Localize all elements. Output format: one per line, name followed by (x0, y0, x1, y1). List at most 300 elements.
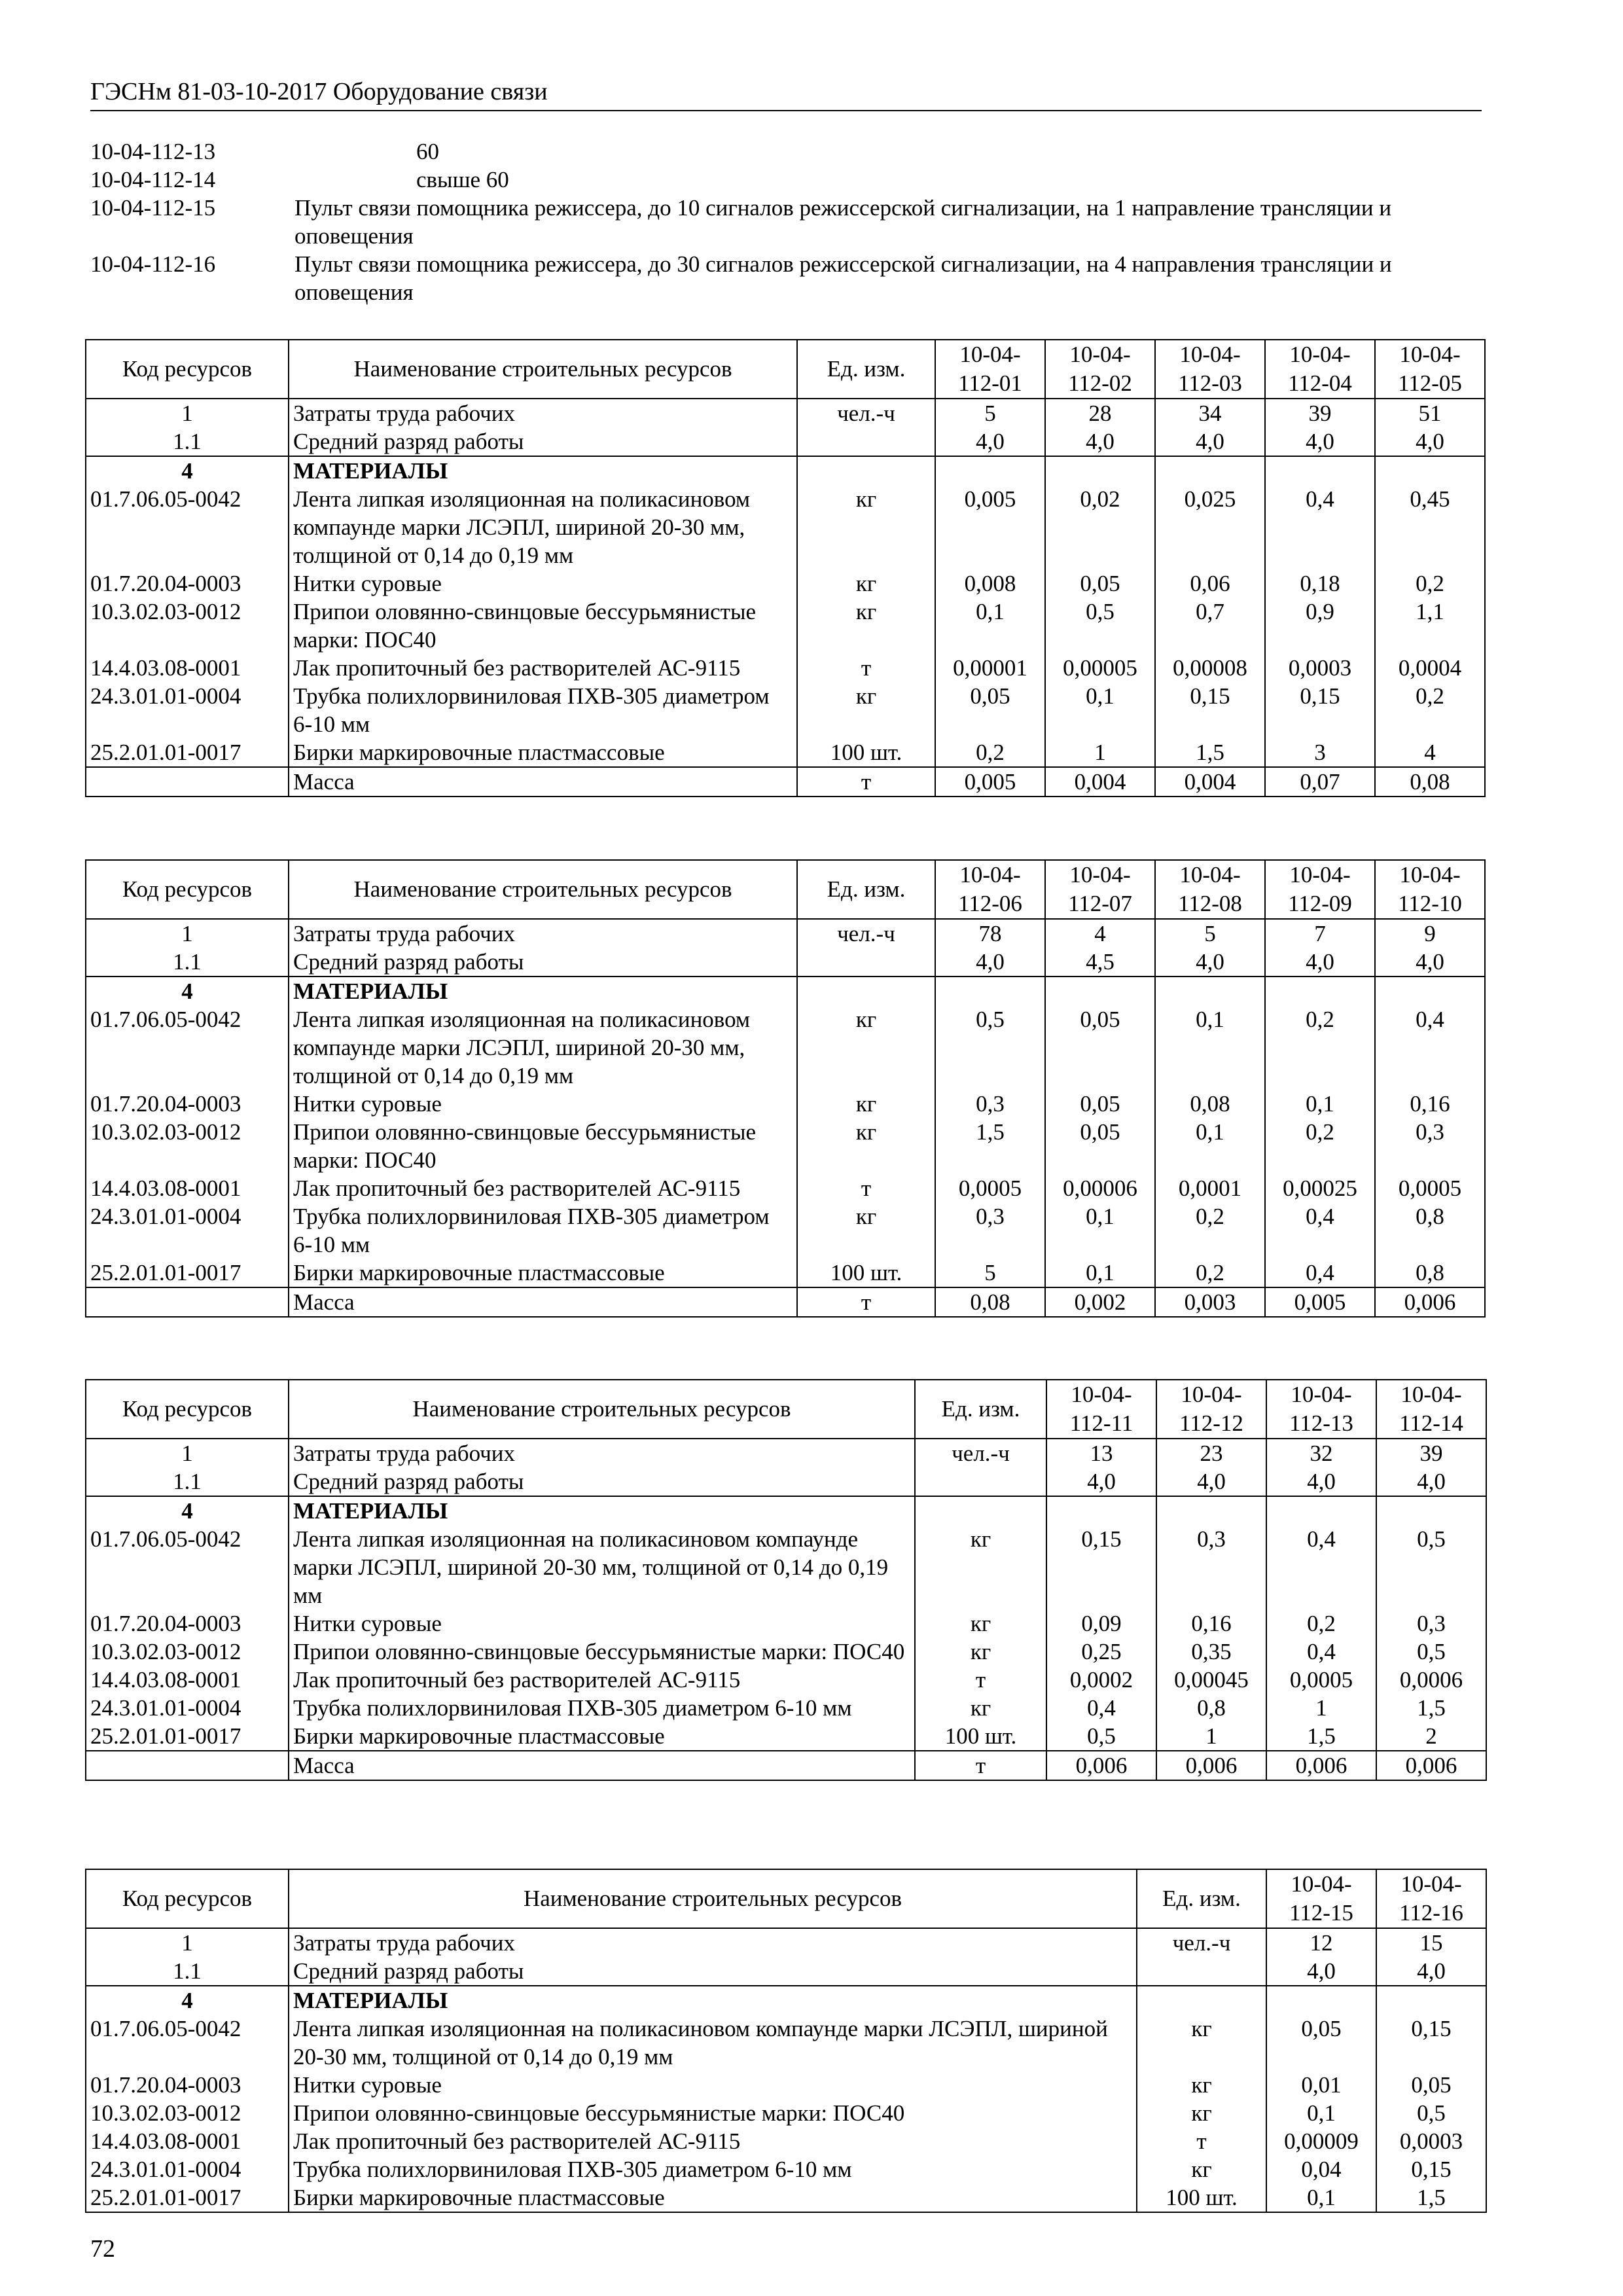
norm-value: 4 (1375, 738, 1485, 767)
resource-name: Средний разряд работы (289, 948, 797, 977)
norm-value: 0,05 (1045, 1118, 1155, 1174)
norm-value (935, 977, 1045, 1005)
intro-code: 10-04-112-16 (90, 251, 216, 277)
resource-code: 01.7.06.05-0042 (86, 1005, 289, 1090)
header-unit: Ед. изм. (797, 340, 935, 399)
resource-name: МАТЕРИАЛЫ (289, 1496, 915, 1525)
resource-code (86, 767, 289, 797)
resource-name: Нитки суровые (289, 569, 797, 598)
norm-value: 0,2 (1155, 1259, 1265, 1287)
resource-row (86, 2127, 1486, 2155)
norm-value: 13 (1046, 1439, 1156, 1467)
norm-value: 0,5 (1376, 1638, 1486, 1666)
norm-value: 0,4 (1265, 485, 1375, 569)
norm-value: 0,006 (1156, 1751, 1266, 1780)
header-unit: Ед. изм. (915, 1380, 1046, 1439)
resource-row (86, 598, 1485, 654)
table-header-row (86, 1869, 1486, 1928)
norm-value: 0,1 (1045, 1259, 1155, 1287)
table-header-row (86, 860, 1485, 919)
norm-value: 39 (1376, 1439, 1486, 1467)
norm-value: 0,006 (1266, 1751, 1376, 1780)
resource-unit: чел.-ч (915, 1439, 1046, 1467)
resource-name: Средний разряд работы (289, 1957, 1137, 1986)
norm-value: 0,1 (935, 598, 1045, 654)
norm-value: 0,05 (1045, 1090, 1155, 1118)
section-row (86, 1986, 1486, 2015)
resource-name: Бирки маркировочные пластмассовые (289, 2183, 1137, 2212)
resource-unit: чел.-ч (1137, 1928, 1266, 1957)
norm-value: 0,1 (1045, 1202, 1155, 1259)
norm-value: 1 (1156, 1722, 1266, 1751)
intro-item (90, 137, 1482, 166)
resource-unit (797, 456, 935, 485)
mass-row (86, 767, 1485, 797)
norm-value: 0,15 (1155, 682, 1265, 738)
table-header-row (86, 340, 1485, 399)
header-norm-code: 10-04- 112-01 (935, 340, 1045, 399)
norm-value: 4,0 (1266, 1467, 1376, 1496)
norm-value: 0,4 (1266, 1525, 1376, 1609)
resource-name: Припои оловянно-свинцовые бессурьмянистые марки: ПОС40 (289, 1638, 915, 1666)
resource-name: Бирки маркировочные пластмассовые (289, 1259, 797, 1287)
norm-value: 78 (935, 919, 1045, 948)
resource-code: 1 (86, 1928, 289, 1957)
resource-unit (797, 977, 935, 1005)
resource-row (86, 485, 1485, 569)
resource-unit: кг (1137, 2015, 1266, 2071)
header-name: Наименование строительных ресурсов (289, 860, 797, 919)
header-norm-code: 10-04- 112-07 (1045, 860, 1155, 919)
norm-value (1156, 1496, 1266, 1525)
resource-row (86, 2155, 1486, 2183)
norm-value: 0,16 (1375, 1090, 1485, 1118)
norm-value: 1,5 (1266, 1722, 1376, 1751)
norm-value: 0,1 (1045, 682, 1155, 738)
resource-code: 10.3.02.03-0012 (86, 1638, 289, 1666)
norm-value: 0,06 (1155, 569, 1265, 598)
intro-item (90, 166, 1482, 194)
resource-code: 25.2.01.01-0017 (86, 738, 289, 767)
header-norm-code: 10-04- 112-12 (1156, 1380, 1266, 1439)
norm-value: 0,0003 (1376, 2127, 1486, 2155)
header-norm-code: 10-04- 112-10 (1375, 860, 1485, 919)
norm-value: 0,5 (1046, 1722, 1156, 1751)
norm-value: 4,0 (1375, 427, 1485, 456)
norm-value: 0,09 (1046, 1609, 1156, 1638)
resource-name: Масса (289, 1287, 797, 1317)
resource-code: 10.3.02.03-0012 (86, 598, 289, 654)
resource-name: Лента липкая изоляционная на поликасиновом компаунде марки ЛСЭПЛ, шириной 20-30 мм, толщиной от 0,14 до 0,19 мм (289, 485, 797, 569)
resource-row (86, 1174, 1485, 1202)
header-name: Наименование строительных ресурсов (289, 1869, 1137, 1928)
resource-unit: кг (915, 1609, 1046, 1638)
resource-name: Лента липкая изоляционная на поликасиновом компаунде марки ЛСЭПЛ, шириной 20-30 мм, толщиной от 0,14 до 0,19 мм (289, 2015, 1137, 2071)
norm-value: 0,5 (935, 1005, 1045, 1090)
norm-value: 0,25 (1046, 1638, 1156, 1666)
resource-unit (1137, 1957, 1266, 1986)
norm-value: 1 (1266, 1694, 1376, 1722)
norm-value: 1,5 (1376, 2183, 1486, 2212)
norm-value: 0,0005 (1266, 1666, 1376, 1694)
norm-value: 0,3 (1375, 1118, 1485, 1174)
resource-unit: кг (797, 485, 935, 569)
resource-code: 01.7.20.04-0003 (86, 1609, 289, 1638)
resource-name: Масса (289, 1751, 915, 1780)
intro-text: Пульт связи помощника режиссера, до 30 сигналов режиссерской сигнализации, на 4 направления трансляции и оповещения (294, 251, 1392, 305)
norm-value (1265, 456, 1375, 485)
norm-value: 0,18 (1265, 569, 1375, 598)
norm-value: 0,2 (1155, 1202, 1265, 1259)
resource-code (86, 1751, 289, 1780)
norm-value: 0,4 (1046, 1694, 1156, 1722)
resource-unit: чел.-ч (797, 399, 935, 427)
intro-item (90, 194, 1482, 250)
norm-value: 0,45 (1375, 485, 1485, 569)
resource-row (86, 427, 1485, 456)
norm-value: 0,0005 (1375, 1174, 1485, 1202)
resource-code: 14.4.03.08-0001 (86, 1666, 289, 1694)
intro-list (90, 137, 1482, 306)
resource-name: Лента липкая изоляционная на поликасиновом компаунде марки ЛСЭПЛ, шириной 20-30 мм, толщиной от 0,14 до 0,19 мм (289, 1525, 915, 1609)
resource-row (86, 1928, 1486, 1957)
resource-unit: т (915, 1666, 1046, 1694)
norm-value: 51 (1375, 399, 1485, 427)
resource-row (86, 2015, 1486, 2071)
norm-value: 0,00009 (1266, 2127, 1376, 2155)
header-code: Код ресурсов (86, 1869, 289, 1928)
section-row (86, 1496, 1486, 1525)
norm-value (1266, 1496, 1376, 1525)
page-header (90, 73, 1482, 111)
norm-value: 0,04 (1266, 2155, 1376, 2183)
resource-row (86, 1525, 1486, 1609)
norm-value: 0,15 (1376, 2015, 1486, 2071)
norm-value: 4,0 (1266, 1957, 1376, 1986)
norm-value: 0,01 (1266, 2071, 1376, 2099)
resource-name: Лента липкая изоляционная на поликасиновом компаунде марки ЛСЭПЛ, шириной 20-30 мм, толщиной от 0,14 до 0,19 мм (289, 1005, 797, 1090)
norm-value: 4,0 (1046, 1467, 1156, 1496)
resource-row (86, 1467, 1486, 1496)
resource-name: МАТЕРИАЛЫ (289, 1986, 1137, 2015)
mass-row (86, 1287, 1485, 1317)
resource-name: Трубка полихлорвиниловая ПХВ-305 диаметром 6-10 мм (289, 2155, 1137, 2183)
resource-code: 1 (86, 399, 289, 427)
resource-name: Средний разряд работы (289, 427, 797, 456)
resource-code: 1 (86, 919, 289, 948)
norm-value: 0,2 (1265, 1005, 1375, 1090)
resource-code: 24.3.01.01-0004 (86, 1202, 289, 1259)
header-code: Код ресурсов (86, 1380, 289, 1439)
norm-value: 0,05 (1376, 2071, 1486, 2099)
resource-code: 01.7.20.04-0003 (86, 1090, 289, 1118)
norm-value: 0,0003 (1265, 654, 1375, 682)
norm-value: 0,1 (1266, 2183, 1376, 2212)
norm-value: 0,1 (1155, 1118, 1265, 1174)
header-norm-code: 10-04- 112-16 (1376, 1869, 1486, 1928)
section-row (86, 456, 1485, 485)
norm-value: 0,1 (1155, 1005, 1265, 1090)
norm-value: 4,0 (1156, 1467, 1266, 1496)
resource-row (86, 948, 1485, 977)
resource-unit: кг (1137, 2071, 1266, 2099)
resource-code: 4 (86, 456, 289, 485)
resource-name: Бирки маркировочные пластмассовые (289, 1722, 915, 1751)
resource-row (86, 1259, 1485, 1287)
norm-value: 32 (1266, 1439, 1376, 1467)
resource-table (85, 859, 1486, 1318)
resource-name: Лак пропиточный без растворителей АС-9115 (289, 2127, 1137, 2155)
header-norm-code: 10-04- 112-02 (1045, 340, 1155, 399)
resource-unit: кг (797, 682, 935, 738)
resource-unit: 100 шт. (1137, 2183, 1266, 2212)
resource-row (86, 738, 1485, 767)
intro-text: Пульт связи помощника режиссера, до 10 сигналов режиссерской сигнализации, на 1 направление трансляции и оповещения (294, 195, 1392, 249)
norm-value: 34 (1155, 399, 1265, 427)
header-code: Код ресурсов (86, 860, 289, 919)
resource-name: Лак пропиточный без растворителей АС-9115 (289, 654, 797, 682)
norm-value: 0,2 (935, 738, 1045, 767)
intro-item (90, 250, 1482, 306)
resource-code: 14.4.03.08-0001 (86, 2127, 289, 2155)
resource-name: МАТЕРИАЛЫ (289, 977, 797, 1005)
resource-code: 25.2.01.01-0017 (86, 2183, 289, 2212)
resource-unit: кг (915, 1638, 1046, 1666)
norm-value (1046, 1496, 1156, 1525)
norm-value (1375, 456, 1485, 485)
norm-value: 0,0001 (1155, 1174, 1265, 1202)
norm-value: 0,08 (1155, 1090, 1265, 1118)
resource-code: 14.4.03.08-0001 (86, 1174, 289, 1202)
norm-value: 15 (1376, 1928, 1486, 1957)
norm-value: 0,1 (1266, 2099, 1376, 2127)
norm-value: 0,7 (1155, 598, 1265, 654)
page-number: 72 (90, 2235, 115, 2263)
resource-unit: чел.-ч (797, 919, 935, 948)
header-norm-code: 10-04- 112-09 (1265, 860, 1375, 919)
norm-value: 0,07 (1265, 767, 1375, 797)
norm-value: 0,4 (1266, 1638, 1376, 1666)
norm-value: 0,005 (935, 767, 1045, 797)
header-norm-code: 10-04- 112-04 (1265, 340, 1375, 399)
resource-unit: кг (797, 1118, 935, 1174)
norm-value: 4,0 (1375, 948, 1485, 977)
norm-value: 4,0 (1155, 427, 1265, 456)
resource-unit: кг (797, 598, 935, 654)
norm-value: 0,008 (935, 569, 1045, 598)
resource-row (86, 1694, 1486, 1722)
norm-value: 0,025 (1155, 485, 1265, 569)
header-name: Наименование строительных ресурсов (289, 1380, 915, 1439)
norm-value: 12 (1266, 1928, 1376, 1957)
norm-value: 0,15 (1046, 1525, 1156, 1609)
resource-unit (797, 948, 935, 977)
resource-name: Затраты труда рабочих (289, 1928, 1137, 1957)
norm-value: 0,004 (1155, 767, 1265, 797)
norm-value: 9 (1375, 919, 1485, 948)
norm-value: 0,0004 (1375, 654, 1485, 682)
resource-unit: т (797, 654, 935, 682)
resource-name: Затраты труда рабочих (289, 1439, 915, 1467)
resource-code: 1.1 (86, 1957, 289, 1986)
resource-row (86, 654, 1485, 682)
resource-row (86, 1722, 1486, 1751)
norm-value: 0,02 (1045, 485, 1155, 569)
resource-name: Трубка полихлорвиниловая ПХВ-305 диаметром 6-10 мм (289, 1694, 915, 1722)
norm-value: 0,08 (935, 1287, 1045, 1317)
header-unit: Ед. изм. (797, 860, 935, 919)
norm-value: 0,08 (1375, 767, 1485, 797)
resource-name: Бирки маркировочные пластмассовые (289, 738, 797, 767)
resource-name: Припои оловянно-свинцовые бессурьмянистые марки: ПОС40 (289, 1118, 797, 1174)
resource-unit: т (797, 1174, 935, 1202)
resource-row (86, 1638, 1486, 1666)
resource-code (86, 1287, 289, 1317)
norm-value: 0,00008 (1155, 654, 1265, 682)
intro-code: 10-04-112-15 (90, 195, 216, 221)
resource-code: 1.1 (86, 427, 289, 456)
resource-name: Нитки суровые (289, 1090, 797, 1118)
resource-unit: кг (797, 1202, 935, 1259)
resource-code: 01.7.06.05-0042 (86, 485, 289, 569)
norm-value: 0,006 (1376, 1751, 1486, 1780)
document-title: ГЭСНм 81-03-10-2017 Оборудование связи (90, 78, 548, 105)
resource-row (86, 2099, 1486, 2127)
norm-value: 0,0002 (1046, 1666, 1156, 1694)
resource-code: 24.3.01.01-0004 (86, 1694, 289, 1722)
norm-value: 4,0 (1265, 948, 1375, 977)
resource-row (86, 919, 1485, 948)
resource-unit (915, 1467, 1046, 1496)
norm-value: 0,05 (1045, 1005, 1155, 1090)
resource-name: Нитки суровые (289, 1609, 915, 1638)
resource-name: Припои оловянно-свинцовые бессурьмянистые марки: ПОС40 (289, 598, 797, 654)
resource-code: 01.7.06.05-0042 (86, 2015, 289, 2071)
resource-unit: т (797, 767, 935, 797)
resource-row (86, 682, 1485, 738)
intro-code: 10-04-112-14 (90, 167, 216, 192)
header-norm-code: 10-04- 112-03 (1155, 340, 1265, 399)
resource-unit: 100 шт. (915, 1722, 1046, 1751)
resource-name: Средний разряд работы (289, 1467, 915, 1496)
header-norm-code: 10-04- 112-14 (1376, 1380, 1486, 1439)
resource-table (85, 339, 1486, 797)
resource-code: 14.4.03.08-0001 (86, 654, 289, 682)
norm-value: 1 (1045, 738, 1155, 767)
resource-row (86, 1609, 1486, 1638)
norm-value (1375, 977, 1485, 1005)
resource-code: 1 (86, 1439, 289, 1467)
resource-row (86, 1957, 1486, 1986)
header-norm-code: 10-04- 112-05 (1375, 340, 1485, 399)
resource-unit: т (1137, 2127, 1266, 2155)
resource-unit: кг (797, 1090, 935, 1118)
norm-value: 0,003 (1155, 1287, 1265, 1317)
resource-name: МАТЕРИАЛЫ (289, 456, 797, 485)
norm-value (1376, 1986, 1486, 2015)
resource-unit: 100 шт. (797, 1259, 935, 1287)
norm-value: 2 (1376, 1722, 1486, 1751)
resource-code: 4 (86, 977, 289, 1005)
norm-value: 4,5 (1045, 948, 1155, 977)
resource-unit (1137, 1986, 1266, 2015)
norm-value: 4,0 (935, 427, 1045, 456)
norm-value: 5 (1155, 919, 1265, 948)
norm-value: 1,5 (935, 1118, 1045, 1174)
header-norm-code: 10-04- 112-15 (1266, 1869, 1376, 1928)
norm-value: 4,0 (1045, 427, 1155, 456)
norm-value: 0,006 (1046, 1751, 1156, 1780)
norm-value: 4 (1045, 919, 1155, 948)
norm-value: 3 (1265, 738, 1375, 767)
resource-unit: кг (1137, 2099, 1266, 2127)
norm-value: 0,4 (1265, 1259, 1375, 1287)
intro-code: 10-04-112-13 (90, 139, 216, 164)
resource-code: 01.7.06.05-0042 (86, 1525, 289, 1609)
resource-unit: кг (915, 1525, 1046, 1609)
norm-value: 0,002 (1045, 1287, 1155, 1317)
resource-unit (797, 427, 935, 456)
norm-value (1155, 977, 1265, 1005)
resource-code: 1.1 (86, 1467, 289, 1496)
resource-code: 24.3.01.01-0004 (86, 682, 289, 738)
norm-value: 4,0 (1155, 948, 1265, 977)
resource-name: Припои оловянно-свинцовые бессурьмянистые марки: ПОС40 (289, 2099, 1137, 2127)
norm-value (1376, 1496, 1486, 1525)
resource-code: 10.3.02.03-0012 (86, 1118, 289, 1174)
resource-name: Затраты труда рабочих (289, 399, 797, 427)
norm-value (1155, 456, 1265, 485)
norm-value: 0,9 (1265, 598, 1375, 654)
norm-value: 4,0 (1376, 1957, 1486, 1986)
resource-unit: т (797, 1287, 935, 1317)
norm-value (1045, 456, 1155, 485)
norm-value (1045, 977, 1155, 1005)
resource-row (86, 2183, 1486, 2212)
norm-value: 0,3 (1156, 1525, 1266, 1609)
intro-text: свыше 60 (416, 167, 509, 192)
resource-unit: кг (915, 1694, 1046, 1722)
norm-value: 0,2 (1375, 682, 1485, 738)
resource-code: 10.3.02.03-0012 (86, 2099, 289, 2127)
resource-unit: кг (797, 1005, 935, 1090)
resource-name: Трубка полихлорвиниловая ПХВ-305 диаметром 6-10 мм (289, 682, 797, 738)
norm-value: 0,5 (1376, 1525, 1486, 1609)
norm-value: 5 (935, 1259, 1045, 1287)
norm-value (1266, 1986, 1376, 2015)
norm-value: 23 (1156, 1439, 1266, 1467)
resource-code: 01.7.20.04-0003 (86, 2071, 289, 2099)
norm-value: 0,5 (1045, 598, 1155, 654)
resource-name: Лак пропиточный без растворителей АС-9115 (289, 1666, 915, 1694)
norm-value: 1,5 (1155, 738, 1265, 767)
resource-row (86, 399, 1485, 427)
norm-value: 0,2 (1375, 569, 1485, 598)
norm-value: 5 (935, 399, 1045, 427)
norm-value: 39 (1265, 399, 1375, 427)
norm-value: 1,5 (1376, 1694, 1486, 1722)
resource-row (86, 1090, 1485, 1118)
resource-row (86, 1005, 1485, 1090)
resource-name: Трубка полихлорвиниловая ПХВ-305 диаметром 6-10 мм (289, 1202, 797, 1259)
norm-value: 0,0005 (935, 1174, 1045, 1202)
norm-value: 0,4 (1375, 1005, 1485, 1090)
norm-value: 0,3 (935, 1090, 1045, 1118)
norm-value: 0,8 (1156, 1694, 1266, 1722)
norm-value: 0,15 (1376, 2155, 1486, 2183)
norm-value: 4,0 (1265, 427, 1375, 456)
resource-row (86, 1439, 1486, 1467)
